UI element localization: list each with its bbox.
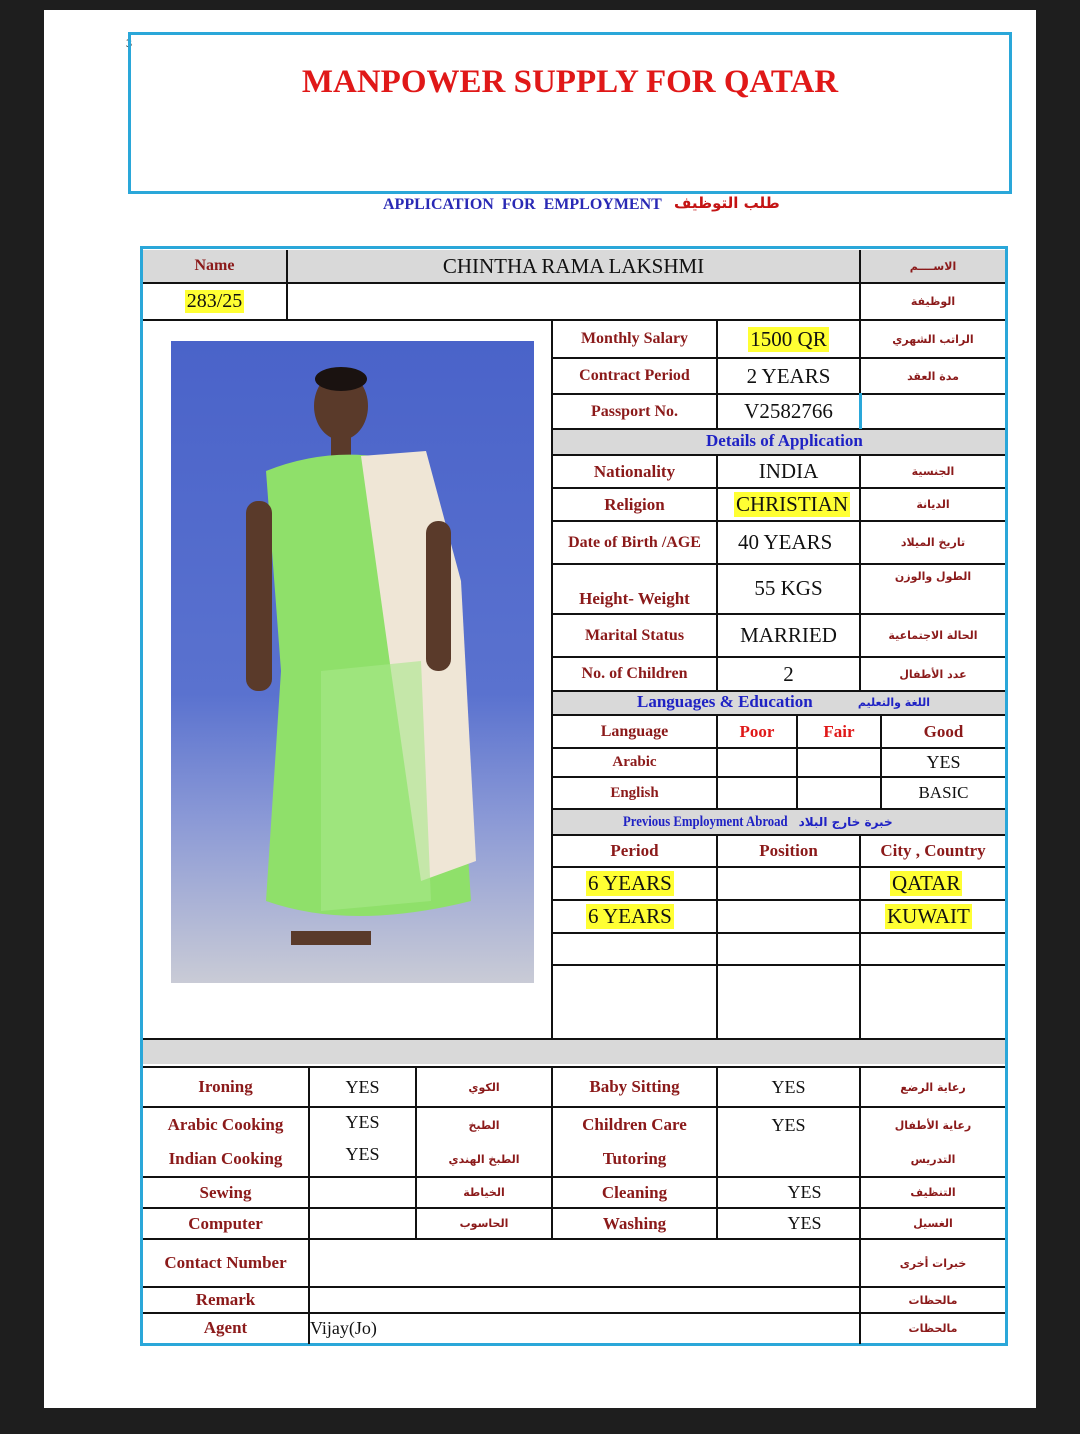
skill-baby-sitting-value: YES [771,1076,806,1097]
skill-indian-cooking-arabic: الطبخ الهندي [448,1152,520,1166]
application-form [44,10,1036,1408]
skill-children-care-label: Children Care [582,1115,687,1134]
contract-period-arabic: مدة العقد [907,369,959,383]
monthly-salary-label: Monthly Salary [580,330,689,347]
skill-arabic-cooking-label: Arabic Cooking [167,1115,284,1134]
name-arabic: الاســــم [909,259,957,273]
skill-cleaning-arabic: التنظيف [910,1186,956,1199]
skill-computer-arabic: الحاسوب [459,1217,509,1230]
monthly-salary-arabic: الراتب الشهري [892,332,974,346]
dob-value: 40 YEARS [738,530,833,554]
name-value: CHINTHA RAMA LAKSHMI [442,253,705,278]
children-value: 2 [783,661,794,686]
skill-tutoring-arabic: التدريس [910,1152,956,1166]
contract-period-label: Contract Period [579,367,690,384]
prev-col-position: Position [759,841,818,860]
doc-number: 3 [126,36,132,50]
prev-row-2-period: 6 YEARS [588,904,672,928]
religion-arabic: الديانة [916,498,950,511]
ref-arabic: الوظيفة [910,295,956,308]
lang-arabic-label: Arabic [612,754,657,770]
marital-label: Marital Status [584,626,685,644]
reference-number: 283/25 [186,290,243,312]
contract-period-value: 2 YEARS [746,363,831,388]
skill-indian-cooking-label: Indian Cooking [168,1149,283,1168]
page-title: MANPOWER SUPPLY FOR QATAR [301,64,839,100]
skill-baby-sitting-label: Baby Sitting [589,1077,680,1096]
skill-cleaning-label: Cleaning [601,1182,668,1202]
religion-value: CHRISTIAN [736,492,849,516]
skill-washing-arabic: الغسيل [913,1217,953,1230]
prev-col-city: City , Country [880,841,986,860]
skill-computer-label: Computer [188,1213,263,1233]
lang-arabic-fair [798,749,880,776]
languages-header: Languages & Education [637,692,813,711]
passport-label: Passport No. [590,402,679,420]
agent-arabic: مالحظات [908,1321,958,1335]
lang-english-fair [798,778,880,808]
prev-employment-arabic: خبرة خارج البلاد [798,815,893,829]
prev-row-2-city: KUWAIT [887,904,970,928]
remark-value [310,1288,859,1312]
height-weight-arabic: الطول والوزن [894,569,972,583]
nationality-label: Nationality [593,461,676,481]
nationality-arabic: الجنسية [911,465,955,478]
title-box [128,32,1012,194]
applicant-photo [171,341,534,983]
lang-arabic-poor [718,749,796,776]
contact-arabic: خبرات أخرى [899,1256,967,1270]
dob-label: Date of Birth /AGE [568,533,701,551]
skill-washing-label: Washing [602,1213,667,1233]
skill-sewing-arabic: الخياطة [463,1186,505,1199]
prev-row-1-period: 6 YEARS [588,871,672,895]
monthly-salary-value: 1500 QR [750,326,827,351]
prev-employment-header [553,810,1005,834]
details-header: Details of Application [706,431,863,450]
skill-baby-sitting-arabic: رعاية الرضع [900,1080,966,1094]
skill-ironing-value: YES [345,1076,380,1097]
passport-value: V2582766 [744,399,833,423]
skill-children-care-arabic: رعاية الأطفال [894,1118,972,1132]
lang-arabic-good: YES [926,752,961,772]
height-weight-value: 55 KGS [754,575,823,600]
religion-label: Religion [604,494,665,514]
skill-ironing-label: Ironing [198,1077,253,1096]
lang-col-language: Language [600,722,669,740]
languages-header-arabic: اللغة والتعليم [857,695,931,709]
prev-row-2-position [718,901,859,932]
children-arabic: عدد الأطفال [899,667,967,681]
skill-washing-value: YES [787,1213,822,1233]
skill-indian-cooking-value: YES [345,1143,380,1164]
skill-cleaning-value: YES [787,1182,822,1202]
marital-value: MARRIED [740,623,837,647]
lang-english-good: BASIC [918,783,969,802]
skill-arabic-cooking-arabic: الطبخ [468,1118,500,1132]
name-label: Name [194,257,235,274]
lang-english-poor [718,778,796,808]
subtitle-arabic: طلب التوظيف [674,194,780,212]
skill-tutoring-label: Tutoring [602,1149,667,1168]
agent-label: Agent [203,1318,248,1337]
skill-children-care-value: YES [771,1114,806,1135]
lang-col-poor: Poor [739,721,775,741]
dob-arabic: تاريخ الميلاد [900,536,966,549]
skill-ironing-arabic: الكوي [468,1080,500,1094]
lang-english-label: English [610,784,659,801]
nationality-value: INDIA [758,459,819,483]
skill-tutoring-value [718,1142,859,1176]
lang-col-good: Good [923,721,964,741]
subtitle: APPLICATION FOR EMPLOYMENT [383,196,662,213]
prev-employment-title: Previous Employment Abroad [623,813,788,830]
contact-value [310,1240,859,1286]
skill-computer-value [310,1209,415,1238]
lang-col-fair: Fair [823,721,855,741]
children-label: No. of Children [581,665,688,682]
remark-label: Remark [195,1290,256,1309]
agent-value: Vijay(Jo) [310,1317,377,1338]
prev-row-1-city: QATAR [892,871,961,895]
contact-label: Contact Number [164,1253,287,1272]
skill-sewing-value [310,1178,415,1207]
height-weight-label: Height- Weight [579,589,690,608]
prev-col-period: Period [610,841,659,860]
marital-arabic: الحالة الاجتماعية [888,629,978,642]
skill-arabic-cooking-value: YES [345,1111,380,1132]
skill-sewing-label: Sewing [199,1182,252,1202]
remark-arabic: مالحظات [908,1293,958,1307]
prev-row-1-position [718,868,859,899]
